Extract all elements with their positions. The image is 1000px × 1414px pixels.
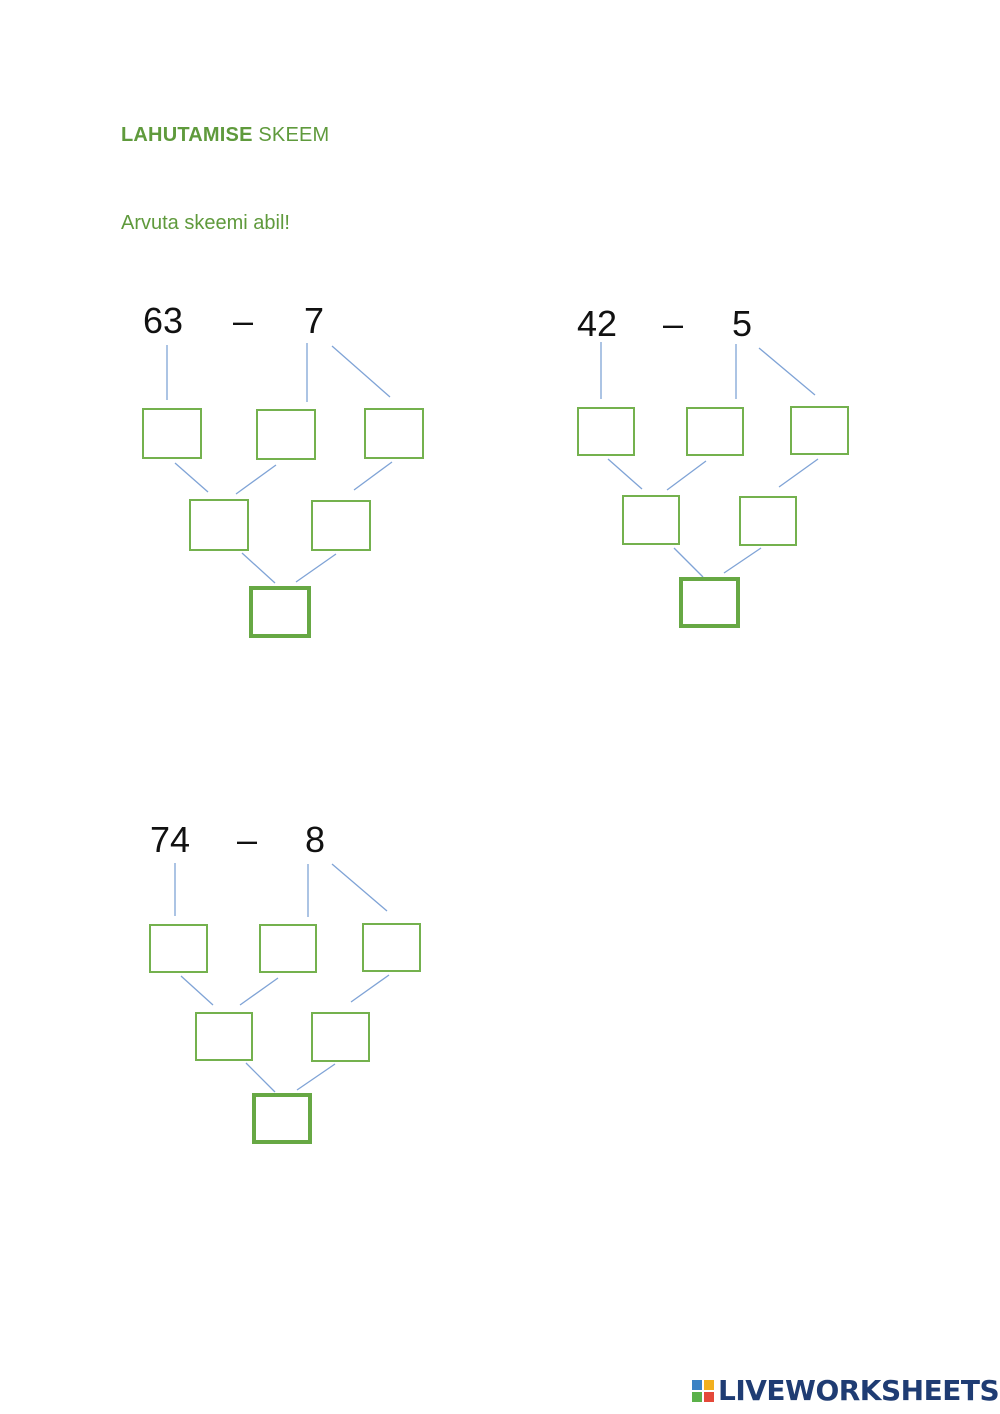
brand-text: LIVEWORKSHEETS xyxy=(718,1374,1000,1407)
answer-box-1a[interactable] xyxy=(142,408,202,459)
minus-sign-1: – xyxy=(233,300,254,341)
answer-box-3e[interactable] xyxy=(311,1012,370,1062)
title-bold-part: LAHUTAMISE xyxy=(121,124,253,146)
answer-box-1c[interactable] xyxy=(364,408,424,459)
subtrahend-1: 7 xyxy=(304,300,325,341)
result-box-2[interactable] xyxy=(679,577,740,628)
minuend-3: 74 xyxy=(150,819,191,860)
answer-box-3b[interactable] xyxy=(259,924,317,973)
result-box-1[interactable] xyxy=(249,586,311,638)
liveworksheets-brand xyxy=(692,1374,999,1407)
liveworksheets-logo-icon xyxy=(692,1380,714,1402)
worksheet-title xyxy=(121,124,329,147)
answer-box-3d[interactable] xyxy=(195,1012,253,1061)
answer-box-2c[interactable] xyxy=(790,406,849,455)
answer-box-2b[interactable] xyxy=(686,407,744,456)
answer-box-2e[interactable] xyxy=(739,496,797,546)
answer-box-1b[interactable] xyxy=(256,409,316,460)
answer-box-2a[interactable] xyxy=(577,407,635,456)
minuend-1: 63 xyxy=(143,300,184,341)
minus-sign-2: – xyxy=(663,303,684,344)
subtrahend-2: 5 xyxy=(732,303,753,344)
answer-box-3c[interactable] xyxy=(362,923,421,972)
answer-box-2d[interactable] xyxy=(622,495,680,545)
result-box-3[interactable] xyxy=(252,1093,312,1144)
instruction-text: Arvuta skeemi abil! xyxy=(121,212,290,234)
answer-box-1d[interactable] xyxy=(189,499,249,551)
title-rest-part: SKEEM xyxy=(252,124,330,146)
answer-box-3a[interactable] xyxy=(149,924,208,973)
minuend-2: 42 xyxy=(577,303,618,344)
minus-sign-3: – xyxy=(237,819,258,860)
subtrahend-3: 8 xyxy=(305,819,326,860)
answer-box-1e[interactable] xyxy=(311,500,371,551)
